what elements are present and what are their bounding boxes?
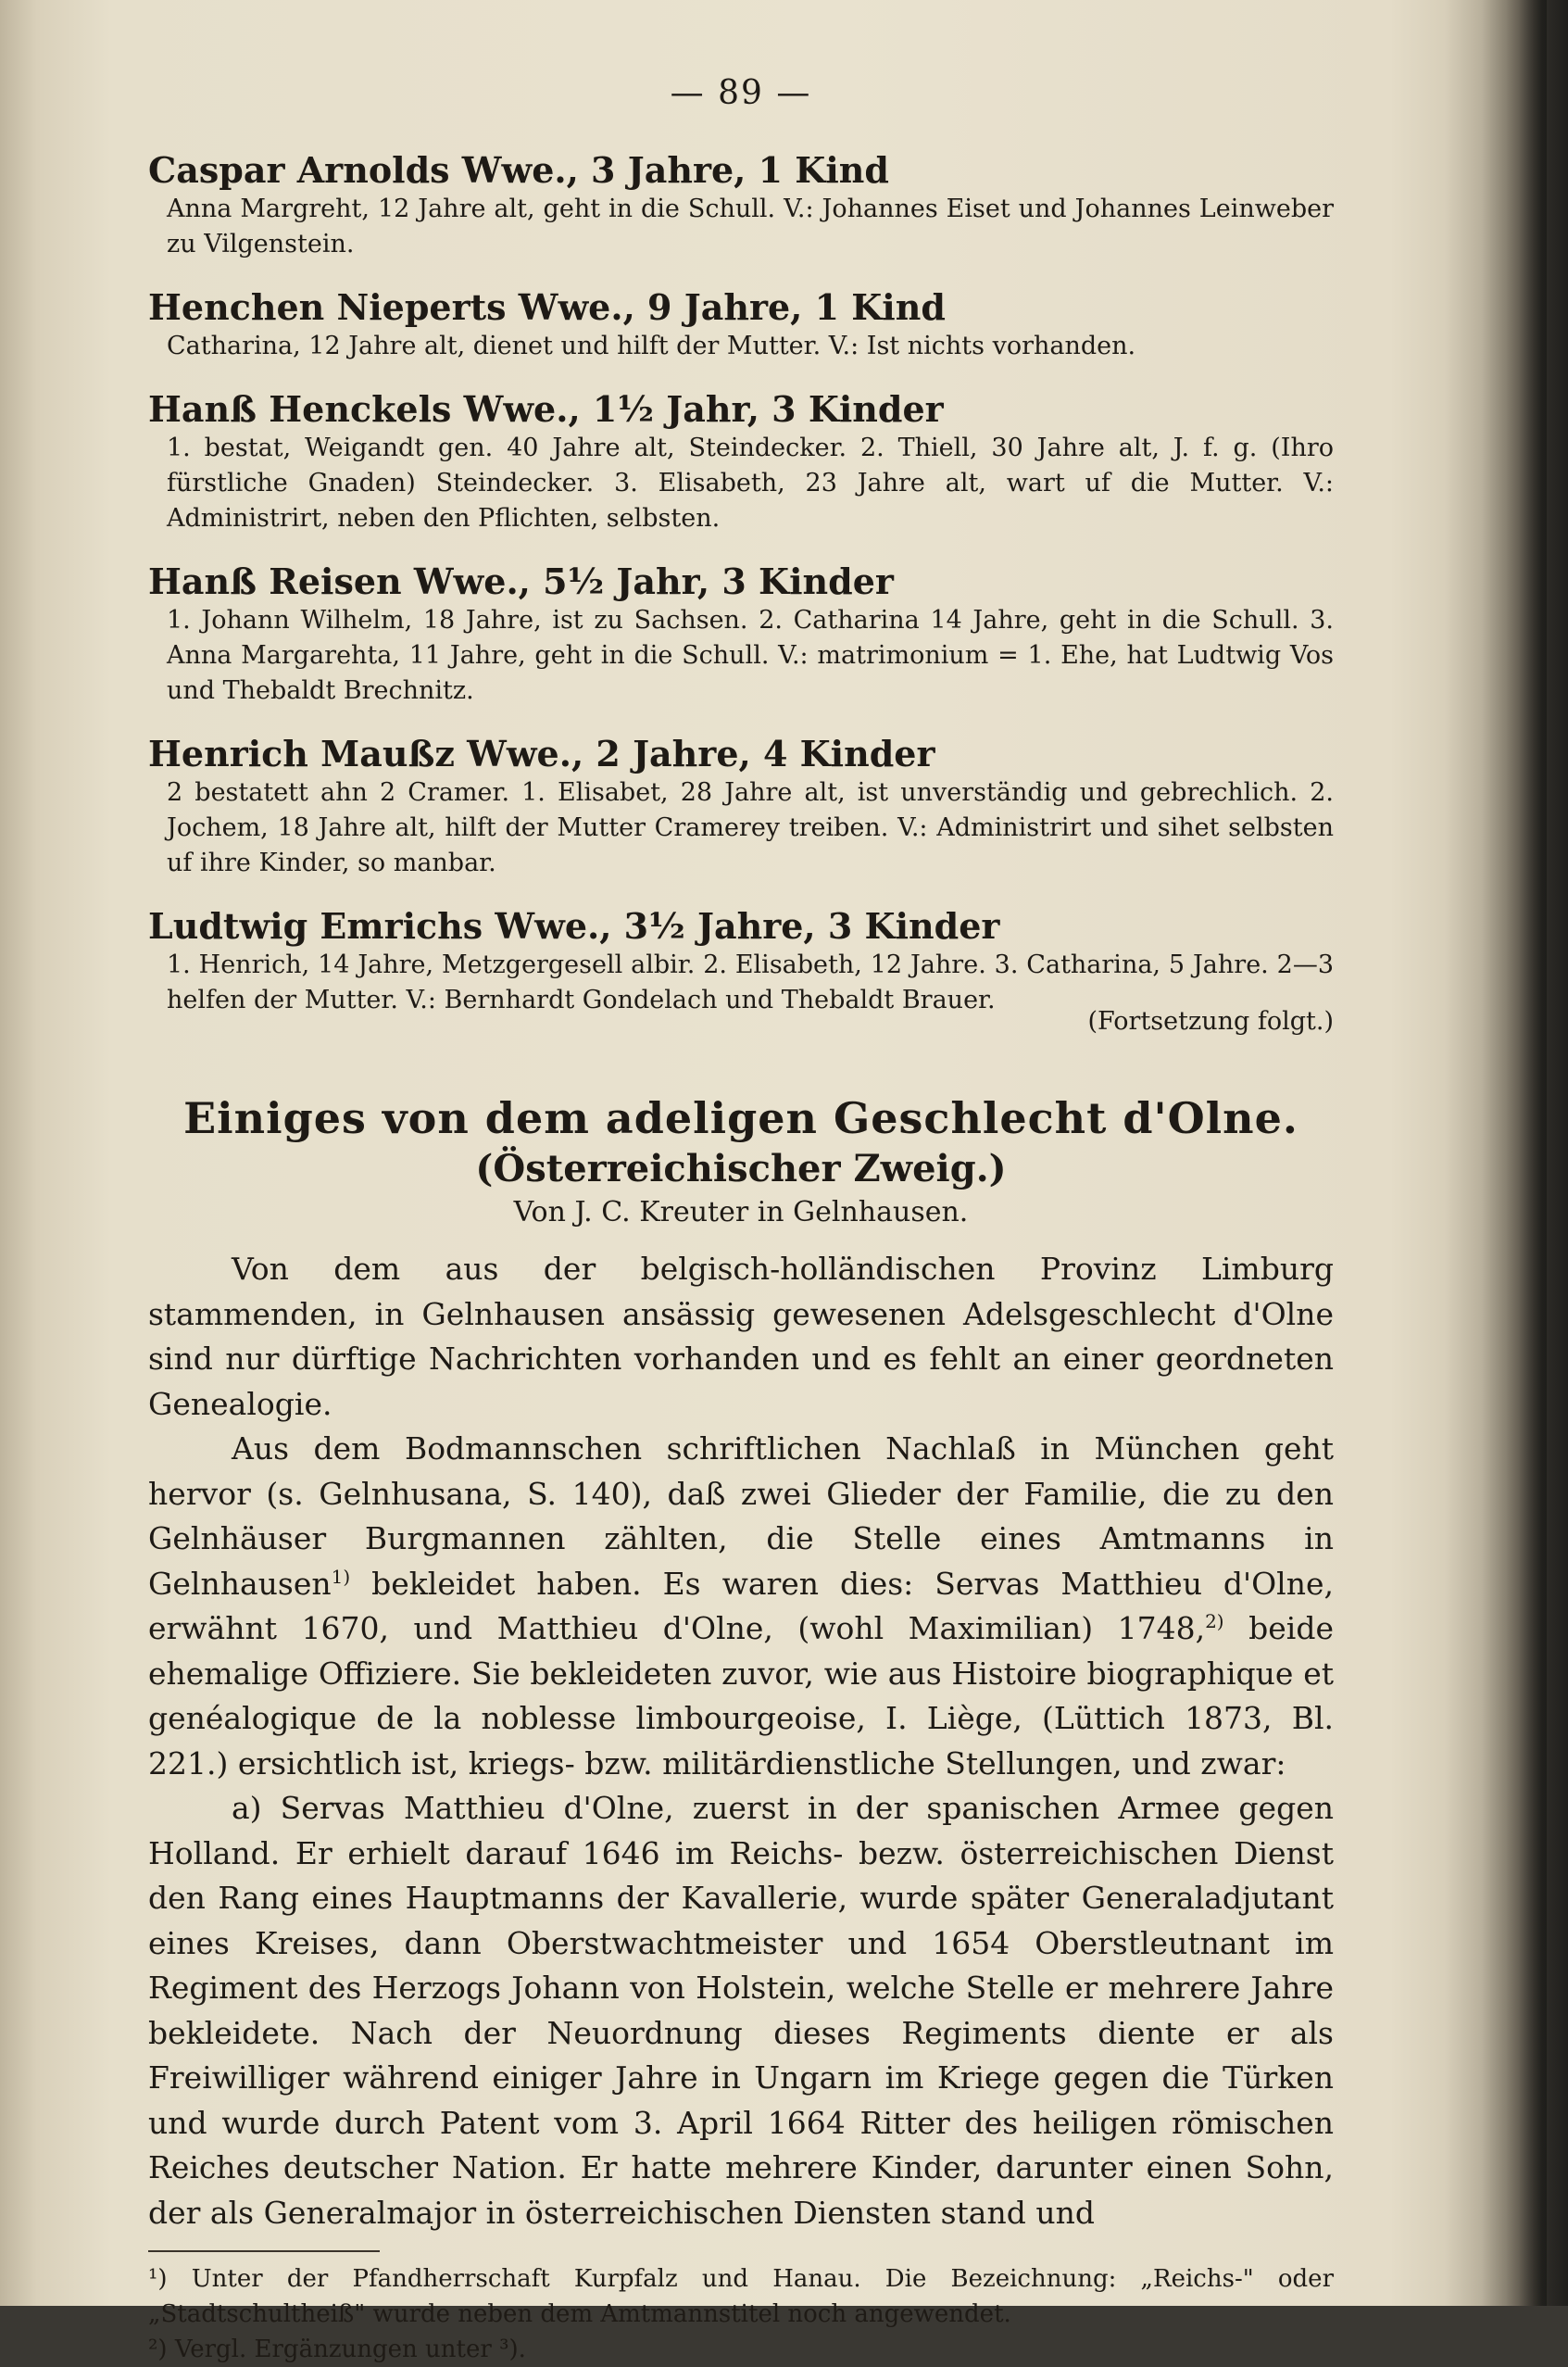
entry-heading: Ludtwig Emrichs Wwe., 3½ Jahre, 3 Kinder	[148, 905, 1000, 947]
footnote: ²) Vergl. Ergänzungen unter ³).	[148, 2336, 526, 2363]
paragraph	[148, 1427, 1334, 1786]
entry-text: 2 bestatett ahn 2 Cramer. 1. Elisabet, 28 Jahre alt, ist unverständig und gebrechlich. 2. Jochem, 18 Jahre alt, hilft der Mutter Cramerey treiben. V.: Administrirt und sihet selbsten uf ihre Kinder, so manbar.	[167, 778, 1334, 877]
paragraph-text: bekleidet haben. Es waren dies: Servas Matthieu d'Olne, erwähnt 1670, und Matthieu d'Olne, (wohl Maximilian) 1748,	[148, 1565, 1334, 1646]
page-number: — 89 —	[670, 74, 812, 112]
list-item	[148, 149, 1334, 262]
list-item	[148, 286, 1334, 364]
article-subtitle: (Österreichischer Zweig.)	[475, 1147, 1007, 1190]
entry-text: 1. Henrich, 14 Jahre, Metzgergesell albir. 2. Elisabeth, 12 Jahre. 3. Catharina, 5 Jahre. 2—3 helfen der Mutter. V.: Bernhardt Gondelach und Thebaldt Brauer.	[167, 951, 1334, 1014]
footnote-marker: 1)	[331, 1565, 351, 1588]
entry-text: Catharina, 12 Jahre alt, dienet und hilft der Mutter. V.: Ist nichts vorhanden.	[167, 332, 1136, 360]
paragraph-text: Aus dem Bodmannschen schriftlichen Nachlaß in München geht hervor (s. Gelnhusana, S. 140), daß zwei Glieder der Familie, die zu den Gelnhäuser Burgmannen zählten, die Stelle eines Amtmanns in Gelnhausen	[148, 1430, 1334, 1602]
continuation-note: (Fortsetzung folgt.)	[1087, 1007, 1334, 1036]
entry-heading: Caspar Arnolds Wwe., 3 Jahre, 1 Kind	[148, 149, 889, 191]
entry-heading: Hanß Henckels Wwe., 1½ Jahr, 3 Kinder	[148, 388, 944, 430]
list-item	[148, 388, 1334, 536]
footnote-marker: 2)	[1205, 1610, 1224, 1632]
list-item	[148, 733, 1334, 881]
page-content	[148, 74, 1334, 2367]
list-item	[148, 560, 1334, 709]
paragraph: Von dem aus der belgisch-holländischen Provinz Limburg stammenden, in Gelnhausen ansässig gewesenen Adelsgeschlecht d'Olne sind nur dürftige Nachrichten vorhanden und es fehlt an einer geordneten Genealogie.	[148, 1251, 1334, 1422]
article-title: Einiges von dem adeligen Geschlecht d'Olne.	[183, 1093, 1298, 1143]
footnote: ¹) Unter der Pfandherrschaft Kurpfalz und Hanau. Die Bezeichnung: „Reichs-" oder „Stadtschultheiß" wurde neben dem Amtmannstitel noch angewendet.	[148, 2265, 1334, 2328]
entry-text: 1. bestat, Weigandt gen. 40 Jahre alt, Steindecker. 2. Thiell, 30 Jahre alt, J. f. g. (Ihro fürstliche Gnaden) Steindecker. 3. Elisabeth, 23 Jahre alt, wart uf die Mutter. V.: Administrirt, neben den Pflichten, selbsten.	[167, 434, 1334, 533]
entry-heading: Henchen Nieperts Wwe., 9 Jahre, 1 Kind	[148, 286, 946, 328]
page-gutter-shadow	[1445, 0, 1547, 2306]
entry-heading: Henrich Maußz Wwe., 2 Jahre, 4 Kinder	[148, 733, 935, 774]
entry-text: 1. Johann Wilhelm, 18 Jahre, ist zu Sachsen. 2. Catharina 14 Jahre, geht in die Schull. 3. Anna Margarehta, 11 Jahre, geht in die Schull. V.: matrimonium = 1. Ehe, hat Ludtwig Vos und Thebaldt Brechnitz.	[167, 606, 1334, 705]
paragraph-text: beide ehemalige Offiziere. Sie bekleideten zuvor, wie aus Histoire biographique et genéalogique de la noblesse limbourgeoise, I. Liège, (Lüttich 1873, Bl. 221.) ersichtlich ist, kriegs- bzw. militärdienstliche Stellungen, und zwar:	[148, 1610, 1334, 1782]
entry-text: Anna Margreht, 12 Jahre alt, geht in die Schull. V.: Johannes Eiset und Johannes Leinweber zu Vilgenstein.	[167, 195, 1334, 258]
footnote-divider	[148, 2250, 380, 2252]
list-item	[148, 905, 1334, 1018]
entry-heading: Hanß Reisen Wwe., 5½ Jahr, 3 Kinder	[148, 560, 894, 602]
article-author: Von J. C. Kreuter in Gelnhausen.	[513, 1196, 969, 1228]
paragraph: a) Servas Matthieu d'Olne, zuerst in der spanischen Armee gegen Holland. Er erhielt darauf 1646 im Reichs- bezw. österreichischen Dienst den Rang eines Hauptmanns der Kavallerie, wurde später Generaladjutant eines Kreises, dann Oberstwachtmeister und 1654 Oberstleutnant im Regiment des Herzogs Johann von Holstein, welche Stelle er mehrere Jahre bekleidete. Nach der Neuordnung dieses Regiments diente er als Freiwilliger während einiger Jahre in Ungarn im Kriege gegen die Türken und wurde durch Patent vom 3. April 1664 Ritter des heiligen römischen Reiches deutscher Nation. Er hatte mehrere Kinder, darunter einen Sohn, der als Generalmajor in österreichischen Diensten stand und	[148, 1790, 1334, 2231]
